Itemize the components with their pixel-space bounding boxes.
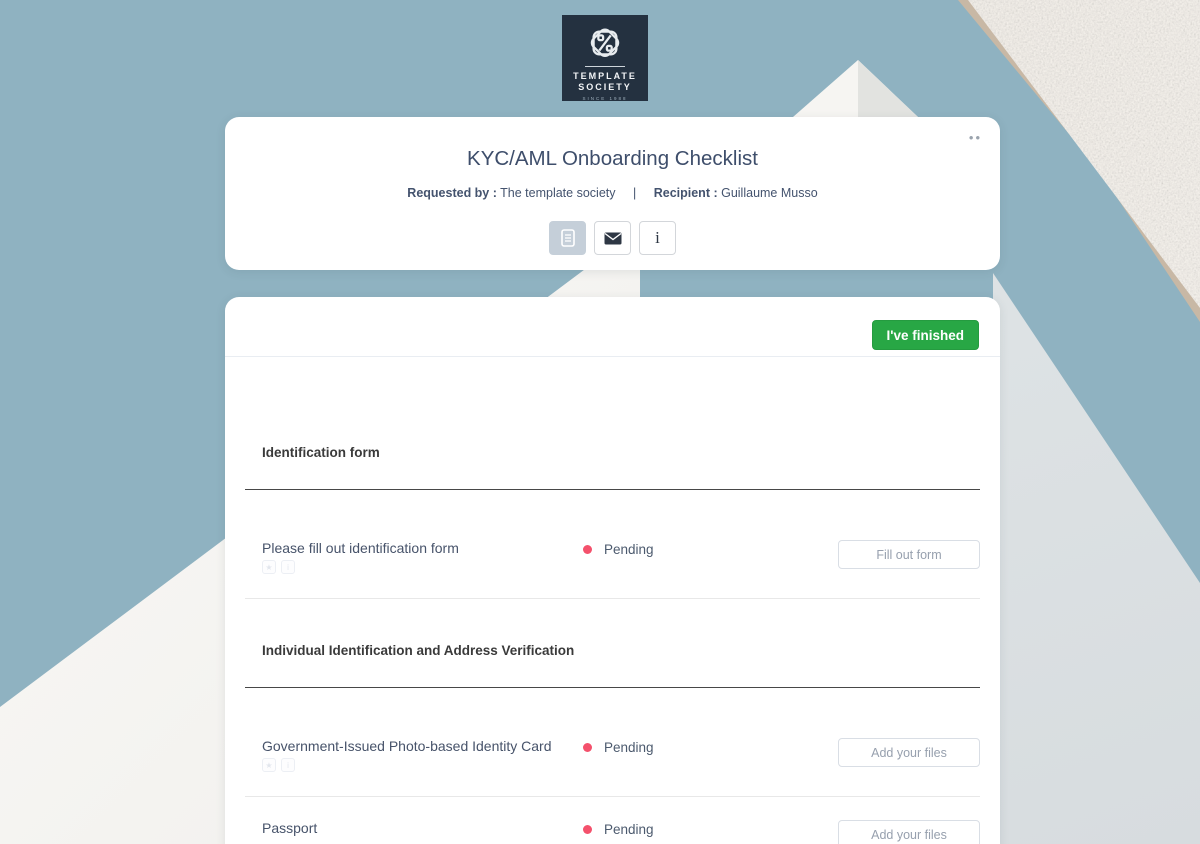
pending-dot-icon <box>583 545 592 554</box>
meta-separator: | <box>632 186 637 200</box>
info-icon[interactable]: i <box>281 560 295 574</box>
item-title: Please fill out identification form <box>262 540 459 556</box>
checklist-row-identity-card <box>262 688 980 772</box>
status-badge <box>583 820 819 837</box>
info-icon: i <box>655 228 660 247</box>
status-label: Pending <box>604 822 654 837</box>
logo-divider <box>585 66 625 67</box>
add-files-button[interactable]: Add your files <box>838 820 980 844</box>
checklist-card <box>225 297 1000 844</box>
section-title-individual-identification: Individual Identification and Address Verification <box>262 643 575 658</box>
document-toolbar <box>225 221 1000 255</box>
requested-by-value: The template society <box>500 186 616 200</box>
pending-dot-icon <box>583 743 592 752</box>
checklist-row-passport <box>262 797 980 844</box>
requested-by-label: Requested by : <box>407 186 497 200</box>
envelope-icon <box>604 232 622 245</box>
page-title: KYC/AML Onboarding Checklist <box>467 147 758 170</box>
star-icon[interactable]: ★ <box>262 758 276 772</box>
brand-tagline: SINCE 1988 <box>582 96 628 101</box>
status-label: Pending <box>604 542 654 557</box>
info-icon[interactable]: i <box>281 758 295 772</box>
document-view-button[interactable] <box>549 221 586 255</box>
item-title: Government-Issued Photo-based Identity Card <box>262 738 552 754</box>
document-header-card <box>225 117 1000 270</box>
email-button[interactable] <box>594 221 631 255</box>
fill-out-form-button[interactable]: Fill out form <box>838 540 980 569</box>
brand-logo <box>562 15 648 101</box>
document-icon <box>560 229 576 247</box>
pending-dot-icon <box>583 825 592 834</box>
info-button[interactable] <box>639 221 676 255</box>
add-files-button[interactable]: Add your files <box>838 738 980 767</box>
knot-icon <box>586 24 624 62</box>
checklist-row-identification-form <box>262 490 980 574</box>
checklist-header <box>225 297 1000 357</box>
item-title: Passport <box>262 820 318 836</box>
finish-button[interactable]: I've finished <box>872 320 979 350</box>
recipient-label: Recipient : <box>653 186 718 200</box>
status-badge <box>583 540 819 557</box>
recipient-value: Guillaume Musso <box>721 186 818 200</box>
star-icon[interactable]: ★ <box>262 560 276 574</box>
card-menu-dots-icon[interactable]: •• <box>968 130 982 145</box>
document-meta <box>225 186 1000 200</box>
brand-name-line1: TEMPLATE <box>573 71 637 81</box>
status-badge <box>583 738 819 755</box>
section-title-identification-form: Identification form <box>262 445 380 460</box>
status-label: Pending <box>604 740 654 755</box>
brand-name-line2: SOCIETY <box>578 82 632 92</box>
